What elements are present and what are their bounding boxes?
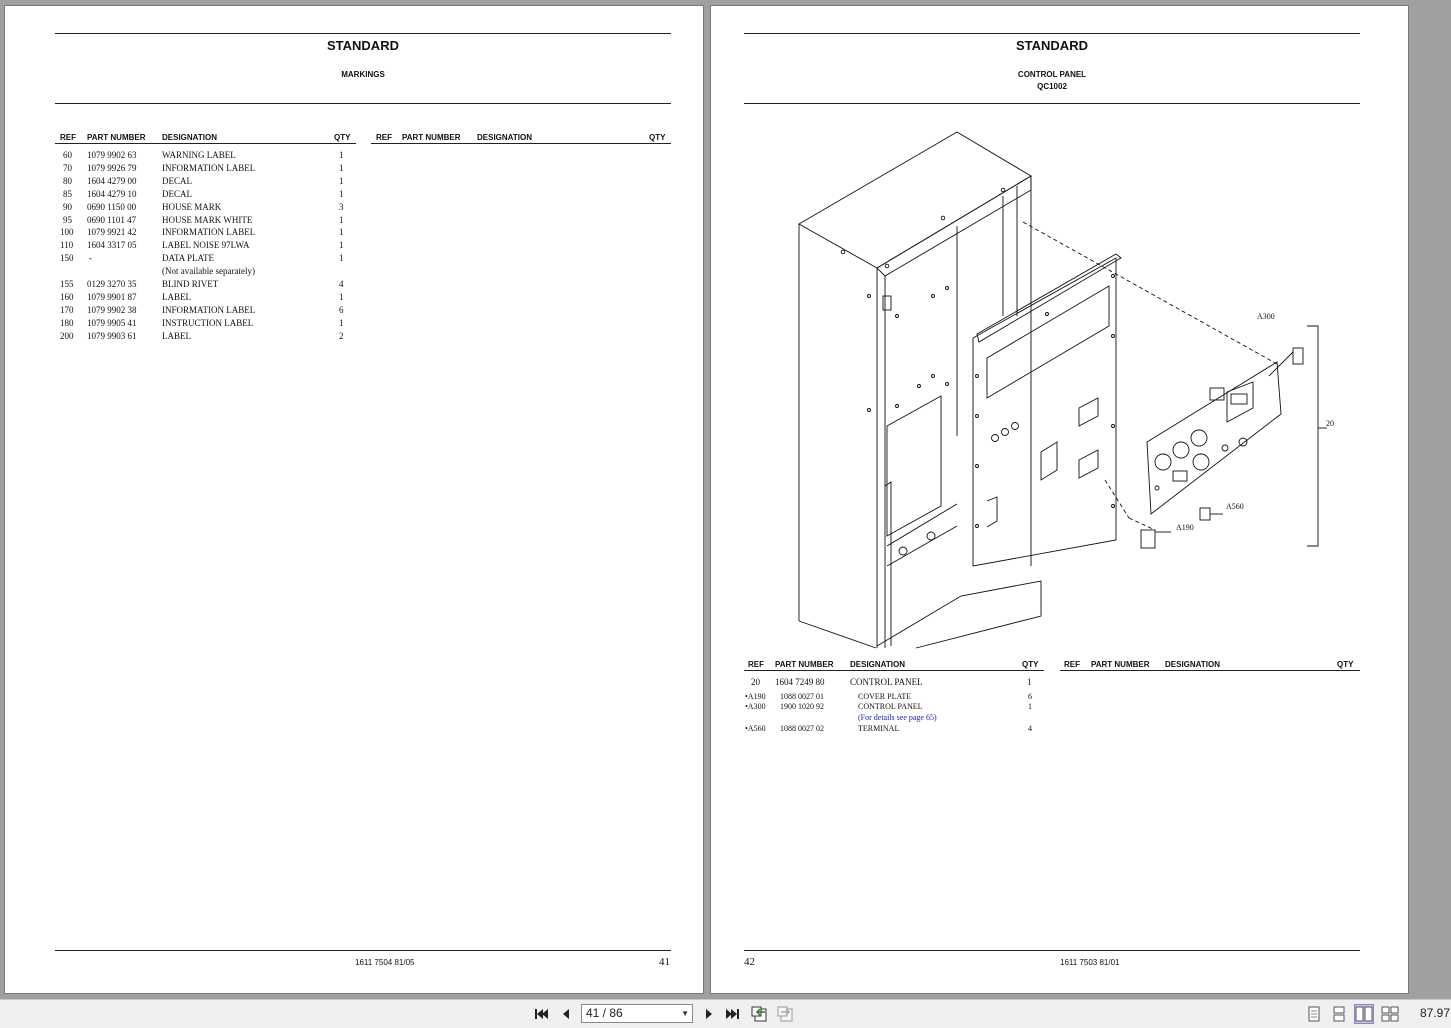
row-part-number: 0129 3270 35 — [87, 279, 137, 289]
row-ref: •A560 — [745, 724, 766, 733]
row-qty: 1 — [339, 215, 344, 225]
callout-a300: A300 — [1257, 312, 1275, 321]
row-designation: BLIND RIVET — [162, 279, 219, 289]
last-page-icon — [725, 1007, 741, 1021]
row-qty: 4 — [339, 279, 344, 289]
row-designation: INFORMATION LABEL — [162, 227, 256, 237]
row-part-number: 1079 9903 61 — [87, 331, 137, 341]
go-forward-button[interactable] — [776, 1004, 796, 1024]
row-ref: 20 — [751, 677, 760, 687]
col-qty-header: QTY — [1022, 660, 1039, 669]
row-qty: 1 — [339, 163, 344, 173]
page-title: STANDARD — [1016, 38, 1088, 53]
row-part-number: - — [89, 253, 92, 263]
row-designation: HOUSE MARK WHITE — [162, 215, 253, 225]
chevron-down-icon[interactable]: ▼ — [681, 1009, 689, 1018]
row-qty: 1 — [339, 176, 344, 186]
table-header-rule — [55, 143, 356, 144]
single-page-view-button[interactable] — [1304, 1004, 1324, 1024]
continuous-facing-view-button[interactable] — [1380, 1004, 1400, 1024]
row-part-number: 0690 1150 00 — [87, 202, 137, 212]
control-panel-exploded-drawing — [791, 126, 1351, 651]
row-ref: 155 — [60, 279, 74, 289]
row-designation: INFORMATION LABEL — [162, 305, 256, 315]
col-designation-header: DESIGNATION — [162, 133, 217, 142]
continuous-facing-icon — [1381, 1006, 1399, 1022]
section-title: MARKINGS — [341, 70, 385, 79]
row-ref: •A300 — [745, 702, 766, 711]
col-part-header: PART NUMBER — [1091, 660, 1150, 669]
row-designation: DECAL — [162, 189, 192, 199]
col-part-header: PART NUMBER — [775, 660, 834, 669]
page-number-field[interactable] — [581, 1004, 693, 1023]
zoom-level[interactable]: 87.97 — [1420, 1006, 1451, 1020]
row-part-number: 1079 9902 38 — [87, 305, 137, 315]
row-qty: 1 — [339, 292, 344, 302]
row-qty: 1 — [339, 227, 344, 237]
row-part-number: 1604 4279 10 — [87, 189, 137, 199]
continuous-page-icon — [1332, 1006, 1346, 1022]
row-ref: 60 — [63, 150, 72, 160]
row-designation: TERMINAL — [858, 724, 900, 733]
first-page-icon — [533, 1007, 549, 1021]
page-number-value: 41 / 86 — [586, 1006, 623, 1020]
row-part-number: 1079 9921 42 — [87, 227, 137, 237]
details-page-link[interactable]: (For details see page 65) — [858, 713, 937, 722]
next-page-icon — [703, 1007, 715, 1021]
row-ref: 70 — [63, 163, 72, 173]
col-designation-header: DESIGNATION — [1165, 660, 1220, 669]
row-part-number: 1604 4279 00 — [87, 176, 137, 186]
row-ref: 80 — [63, 176, 72, 186]
col-ref-header: REF — [376, 133, 392, 142]
callout-20: 20 — [1326, 419, 1334, 428]
row-designation: COVER PLATE — [858, 692, 912, 701]
col-ref-header: REF — [1064, 660, 1080, 669]
row-part-number: 1079 9905 41 — [87, 318, 137, 328]
row-ref: 180 — [60, 318, 74, 328]
row-part-number: 1900 1020 92 — [780, 702, 824, 711]
col-part-header: PART NUMBER — [87, 133, 146, 142]
header-rule — [55, 33, 671, 34]
row-ref: 85 — [63, 189, 72, 199]
row-part-number: 1088 0027 02 — [780, 724, 824, 733]
row-qty: 3 — [339, 202, 344, 212]
row-part-number: 1604 3317 05 — [87, 240, 137, 250]
col-qty-header: QTY — [1337, 660, 1354, 669]
row-designation: DECAL — [162, 176, 192, 186]
row-designation: INFORMATION LABEL — [162, 163, 256, 173]
row-designation: CONTROL PANEL — [850, 677, 923, 687]
row-qty: 1 — [1027, 677, 1032, 687]
row-ref: 160 — [60, 292, 74, 302]
section-code: QC1002 — [1037, 82, 1067, 91]
row-ref: 95 — [63, 215, 72, 225]
continuous-view-button[interactable] — [1329, 1004, 1349, 1024]
row-part-number: 1079 9901 87 — [87, 292, 137, 302]
left-page — [4, 5, 704, 994]
go-back-icon — [751, 1006, 769, 1022]
row-designation: CONTROL PANEL — [858, 702, 923, 711]
previous-page-icon — [560, 1007, 572, 1021]
row-qty: 6 — [1028, 692, 1032, 701]
footer-rule — [744, 950, 1360, 951]
col-ref-header: REF — [60, 133, 76, 142]
header-rule — [55, 103, 671, 104]
col-qty-header: QTY — [334, 133, 351, 142]
col-ref-header: REF — [748, 660, 764, 669]
header-rule — [744, 33, 1360, 34]
col-designation-header: DESIGNATION — [477, 133, 532, 142]
row-ref: 200 — [60, 331, 74, 341]
last-page-button[interactable] — [723, 1004, 743, 1024]
right-page — [710, 5, 1409, 994]
row-qty: 1 — [339, 318, 344, 328]
row-designation: DATA PLATE — [162, 253, 215, 263]
row-designation: LABEL NOISE 97LWA — [162, 240, 250, 250]
row-part-number: 1079 9902 63 — [87, 150, 137, 160]
previous-page-button[interactable] — [556, 1004, 576, 1024]
row-qty: 1 — [339, 150, 344, 160]
row-qty: 6 — [339, 305, 344, 315]
table-header-rule — [371, 143, 671, 144]
col-qty-header: QTY — [649, 133, 666, 142]
row-part-number: 1079 9926 79 — [87, 163, 137, 173]
header-rule — [744, 103, 1360, 104]
row-designation: LABEL — [162, 292, 191, 302]
single-page-icon — [1307, 1006, 1321, 1022]
row-designation: HOUSE MARK — [162, 202, 222, 212]
row-qty: 2 — [339, 331, 344, 341]
first-page-button[interactable] — [531, 1004, 551, 1024]
row-designation: INSTRUCTION LABEL — [162, 318, 254, 328]
row-qty: 1 — [1028, 702, 1032, 711]
section-title: CONTROL PANEL — [1017, 70, 1087, 79]
row-qty: 1 — [339, 240, 344, 250]
row-ref: 150 — [60, 253, 74, 263]
facing-pages-view-button[interactable] — [1354, 1004, 1374, 1024]
row-designation: WARNING LABEL — [162, 150, 236, 160]
row-designation: LABEL — [162, 331, 191, 341]
callout-a560: A560 — [1226, 502, 1244, 511]
page-number: 42 — [744, 956, 755, 968]
page-title: STANDARD — [327, 38, 399, 53]
row-ref: 100 — [60, 227, 74, 237]
document-number: 1611 7504 81/05 — [355, 958, 415, 967]
page-number: 41 — [659, 956, 670, 968]
go-forward-icon — [777, 1006, 795, 1022]
next-page-button[interactable] — [699, 1004, 719, 1024]
row-part-number: 1088 0027 01 — [780, 692, 824, 701]
col-designation-header: DESIGNATION — [850, 660, 905, 669]
table-header-rule — [744, 670, 1044, 671]
row-part-number: 1604 7249 80 — [775, 677, 825, 687]
viewer-toolbar — [0, 999, 1451, 1028]
table-header-rule — [1060, 670, 1360, 671]
callout-a190: A190 — [1176, 523, 1194, 532]
row-qty: 1 — [339, 253, 344, 263]
row-part-number: 0690 1101 47 — [87, 215, 137, 225]
footer-rule — [55, 950, 671, 951]
facing-pages-icon — [1355, 1006, 1373, 1022]
go-back-button[interactable] — [750, 1004, 770, 1024]
row-qty: 1 — [339, 189, 344, 199]
row-qty: 4 — [1028, 724, 1032, 733]
row-ref: •A190 — [745, 692, 766, 701]
row-note: (Not available separately) — [162, 266, 255, 276]
row-ref: 170 — [60, 305, 74, 315]
row-ref: 90 — [63, 202, 72, 212]
document-number: 1611 7503 81/01 — [1060, 958, 1120, 967]
col-part-header: PART NUMBER — [402, 133, 461, 142]
row-ref: 110 — [60, 240, 74, 250]
